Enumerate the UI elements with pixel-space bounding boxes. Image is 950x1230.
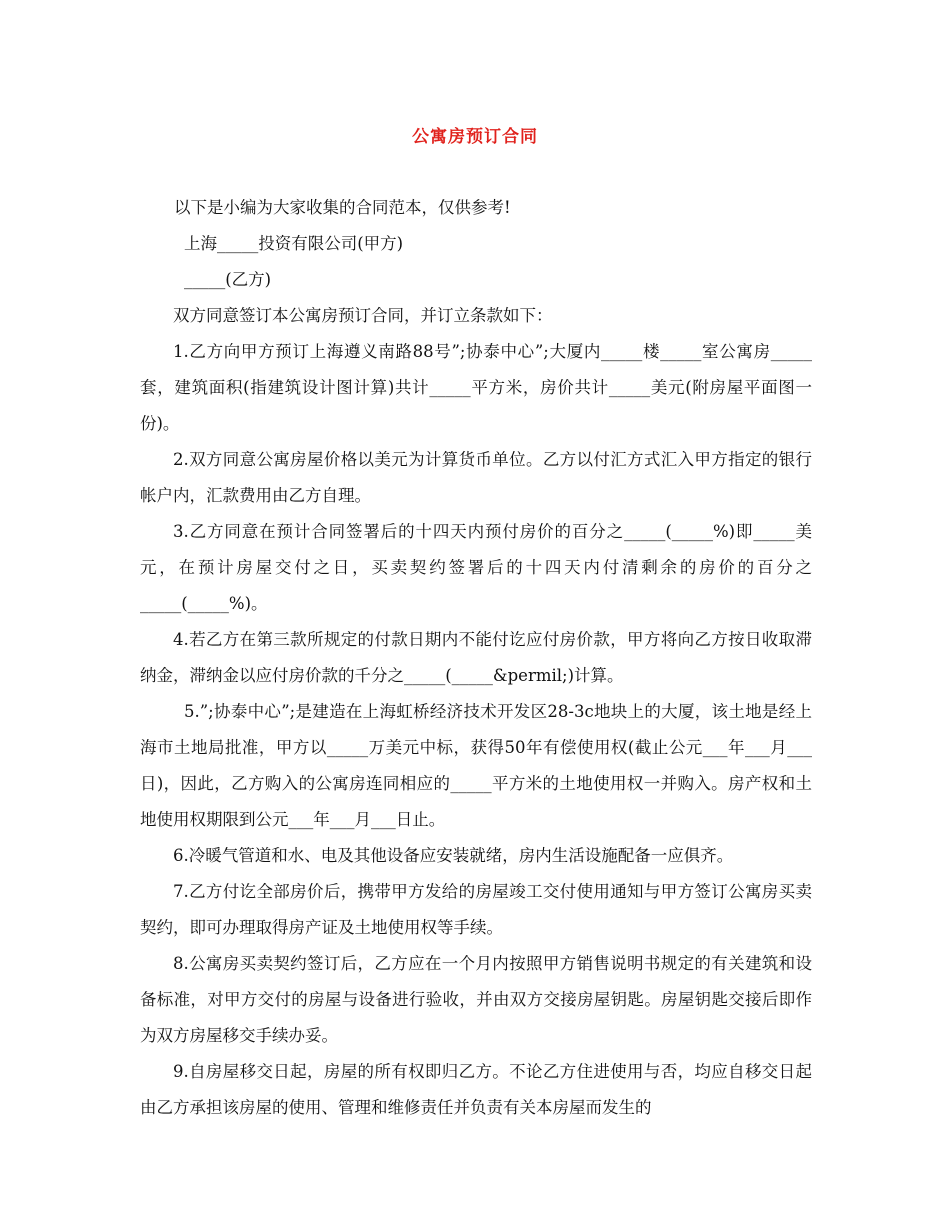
party-b-line: _____(乙方) xyxy=(184,270,272,289)
intro-paragraph: 以下是小编为大家收集的合同范本，仅供参考! xyxy=(174,198,511,217)
clause-1: 1.乙方向甲方预订上海遵义南路88号”;协泰中心”;大厦内_____楼_____室公寓房_____套，建筑面积(指建筑设计图计算)共计_____平方米，房价共计_____美元(附房屋平面图一份)。 xyxy=(140,342,812,433)
clause-2: 2.双方同意公寓房屋价格以美元为计算货币单位。乙方以付汇方式汇入甲方指定的银行帐户内，汇款费用由乙方自理。 xyxy=(140,450,812,505)
clause-8: 8.公寓房买卖契约签订后，乙方应在一个月内按照甲方销售说明书规定的有关建筑和设备标准，对甲方交付的房屋与设备进行验收，并由双方交接房屋钥匙。房屋钥匙交接后即作为双方房屋移交手续办妥。 xyxy=(140,954,812,1045)
document-body xyxy=(140,190,812,1126)
clause-3: 3.乙方同意在预计合同签署后的十四天内预付房价的百分之_____(_____%)即_____美元，在预计房屋交付之日，买卖契约签署后的十四天内付清剩余的房价的百分之_____(_____%)。 xyxy=(140,522,812,613)
clause-5: 5.”;协泰中心”;是建造在上海虹桥经济技术开发区28-3c地块上的大厦，该土地是经上海市土地局批准，甲方以_____万美元中标，获得50年有偿使用权(截止公元___年___月___日)，因此，乙方购入的公寓房连同相应的_____平方米的土地使用权一并购入。房产权和土地使用权期限到公元___年___月___日止。 xyxy=(140,702,812,829)
preamble-paragraph: 双方同意签订本公寓房预订合同，并订立条款如下： xyxy=(173,306,553,325)
clause-9: 9.自房屋移交日起，房屋的所有权即归乙方。不论乙方住进使用与否，均应自移交日起由乙方承担该房屋的使用、管理和维修责任并负责有关本房屋而发生的 xyxy=(140,1062,812,1117)
clause-6: 6.冷暖气管道和水、电及其他设备应安装就绪，房内生活设施配备一应俱齐。 xyxy=(173,846,734,865)
clause-4: 4.若乙方在第三款所规定的付款日期内不能付讫应付房价款，甲方将向乙方按日收取滞纳金，滞纳金以应付房价款的千分之_____(_____&permil;)计算。 xyxy=(140,630,812,685)
document-title: 公寓房预订合同 xyxy=(412,127,538,147)
clause-7: 7.乙方付讫全部房价后，携带甲方发给的房屋竣工交付使用通知与甲方签订公寓房买卖契约，即可办理取得房产证及土地使用权等手续。 xyxy=(140,882,812,937)
party-a-line: 上海_____投资有限公司(甲方) xyxy=(184,234,404,253)
